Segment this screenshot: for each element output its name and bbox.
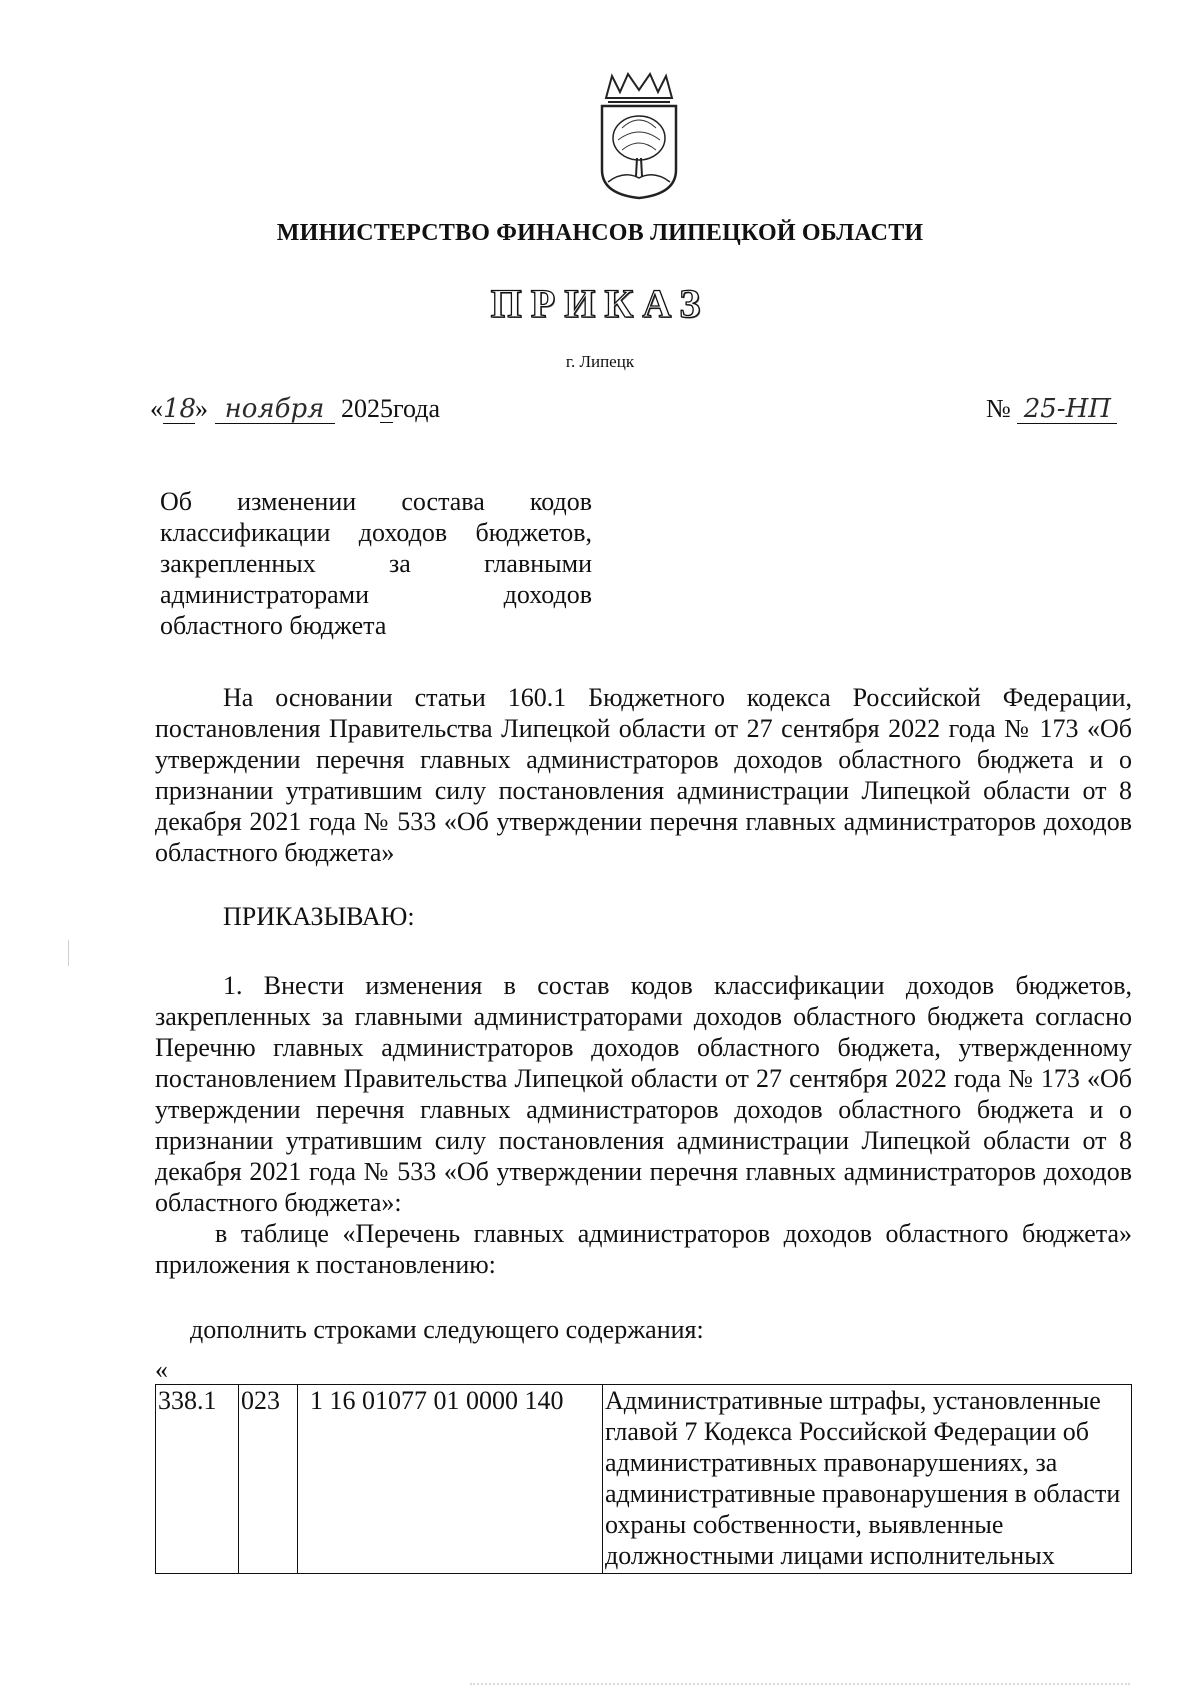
admin-code-cell: 023 xyxy=(239,1385,298,1574)
document-title xyxy=(160,486,592,641)
document-type: ПРИКАЗ xyxy=(490,281,710,326)
date-year-prefix: 202 xyxy=(341,394,380,423)
title-line: областного бюджета xyxy=(160,611,387,640)
date-month: ноября xyxy=(215,396,335,424)
row-number-cell: 338.1 xyxy=(156,1385,239,1574)
coat-of-arms-icon xyxy=(598,72,680,200)
table-row xyxy=(156,1385,1132,1574)
date-year-digit: 5 xyxy=(380,394,393,423)
title-line: администраторами доходов xyxy=(160,580,592,609)
order-word: ПРИКАЗЫВАЮ: xyxy=(223,902,415,931)
addition-intro: дополнить строками следующего содержания: xyxy=(190,1315,704,1344)
document-number xyxy=(986,394,1117,424)
date-open-quote: « xyxy=(150,394,163,423)
city-name: г. Липецк xyxy=(565,352,635,371)
scan-edge-mark xyxy=(68,940,69,966)
document-date xyxy=(150,394,440,424)
date-close-quote: » xyxy=(195,394,208,423)
date-day: 18 xyxy=(163,394,197,424)
scan-bottom-dots xyxy=(470,1683,1130,1687)
number-label: № xyxy=(986,394,1011,423)
income-codes-table xyxy=(155,1384,1132,1574)
date-suffix: года xyxy=(393,394,441,423)
kbk-code-cell: 1 16 01077 01 0000 140 xyxy=(298,1385,603,1574)
table-open-quote: « xyxy=(155,1355,168,1384)
title-line: Об изменении состава кодов xyxy=(160,487,592,516)
preamble-paragraph: На основании статьи 160.1 Бюджетного кодекса Российской Федерации, постановления Правительства Липецкой области от 27 сентября 2022 года № 173 «Об утверждении перечня главных администраторов доходов областного бюджета и о признании утратившим силу постановления администрации Липецкой области от 8 декабря 2021 года № 533 «Об утверждении перечня главных администраторов доходов областного бюджета» xyxy=(155,683,1132,867)
number-value: 25-НП xyxy=(1017,396,1117,424)
item-1-paragraph: 1. Внести изменения в состав кодов классификации доходов бюджетов, закрепленных за главными администраторами доходов областного бюджета согласно Перечню главных администраторов доходов областного бюджета, утвержденному постановлением Правительства Липецкой области от 27 сентября 2022 года № 173 «Об утверждении перечня главных администраторов доходов областного бюджета и о признании утратившим силу постановления администрации Липецкой области от 8 декабря 2021 года № 533 «Об утверждении перечня главных администраторов доходов областного бюджета»: xyxy=(155,971,1132,1217)
description-cell: Административные штрафы, установленные главой 7 Кодекса Российской Федерации об административных правонарушениях, за административные правонарушения в области охраны собственности, выявленные должностными лицами исполнительных xyxy=(603,1385,1132,1574)
ministry-name: МИНИСТЕРСТВО ФИНАНСОВ ЛИПЕЦКОЙ ОБЛАСТИ xyxy=(276,220,924,246)
table-reference-paragraph: в таблице «Перечень главных администраторов доходов областного бюджета» приложения к постановлению: xyxy=(155,1219,1132,1279)
title-line: классификации доходов бюджетов, xyxy=(160,518,592,547)
title-line: закрепленных за главными xyxy=(160,549,592,578)
